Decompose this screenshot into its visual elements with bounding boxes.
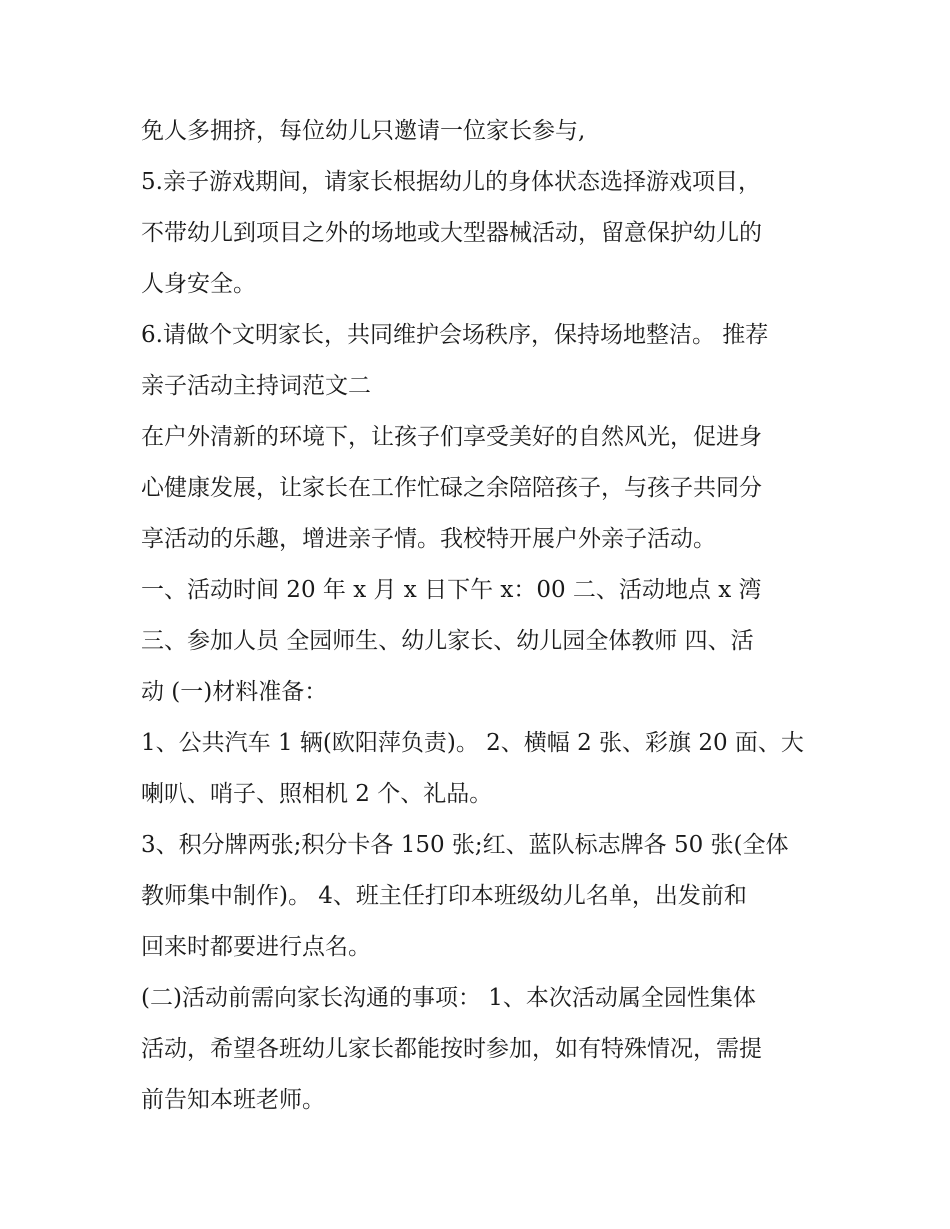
text-line: 教师集中制作)。 4、班主任打印本班级幼儿名单，出发前和	[141, 883, 747, 909]
text-line: 动 (一)材料准备：	[141, 679, 328, 705]
text-line: 心健康发展，让家长在工作忙碌之余陪陪孩子，与孩子共同分	[141, 475, 762, 501]
text-line: 人身安全。	[141, 271, 256, 297]
text-line: 3、积分牌两张;积分卡各 150 张;红、蓝队标志牌各 50 张(全体	[141, 832, 789, 858]
text-line: 6.请做个文明家长，共同维护会场秩序，保持场地整洁。 推荐	[141, 322, 769, 348]
text-line: 活动，希望各班幼儿家长都能按时参加，如有特殊情况，需提	[141, 1036, 762, 1062]
text-line: 亲子活动主持词范文二	[141, 373, 371, 399]
text-line: 一、活动时间 20 年 x 月 x 日下午 x：00 二、活动地点 x 湾	[141, 577, 762, 603]
text-line: 喇叭、哨子、照相机 2 个、礼品。	[141, 781, 493, 807]
text-line: 三、参加人员 全园师生、幼儿家长、幼儿园全体教师 四、活	[141, 628, 754, 654]
document-body	[141, 106, 821, 1126]
text-line: 在户外清新的环境下，让孩子们享受美好的自然风光，促进身	[141, 424, 762, 450]
text-line: 5.亲子游戏期间，请家长根据幼儿的身体状态选择游戏项目，	[141, 169, 761, 195]
text-line: 前告知本班老师。	[141, 1087, 325, 1113]
text-line: 回来时都要进行点名。	[141, 934, 371, 960]
text-line: 免人多拥挤，每位幼儿只邀请一位家长参与,	[141, 118, 586, 144]
text-line: 享活动的乐趣，增进亲子情。我校特开展户外亲子活动。	[141, 526, 716, 552]
text-line: (二)活动前需向家长沟通的事项： 1、本次活动属全园性集体	[141, 985, 756, 1011]
text-line: 不带幼儿到项目之外的场地或大型器械活动，留意保护幼儿的	[141, 220, 762, 246]
text-line: 1、公共汽车 1 辆(欧阳萍负责)。 2、横幅 2 张、彩旗 20 面、大	[141, 730, 804, 756]
